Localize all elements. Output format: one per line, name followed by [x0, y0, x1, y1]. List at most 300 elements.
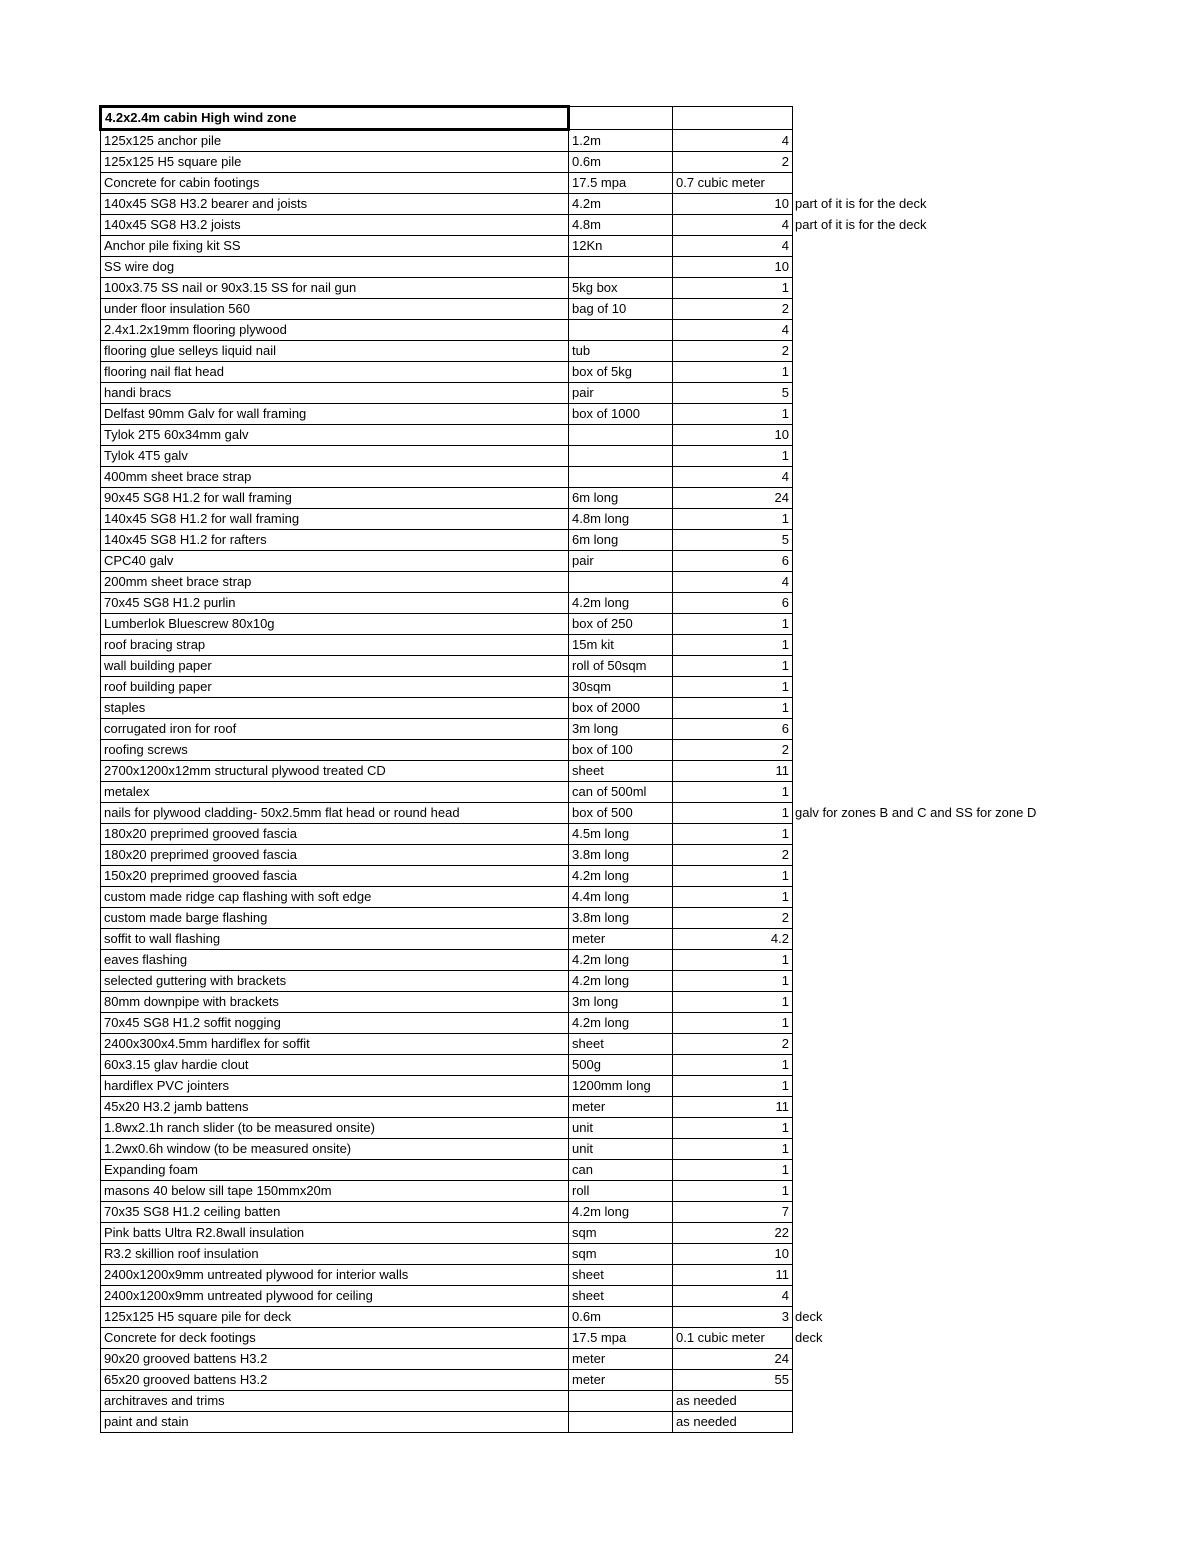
item-cell[interactable]: 400mm sheet brace strap — [101, 467, 569, 488]
quantity-cell[interactable]: 2 — [673, 152, 793, 173]
unit-cell[interactable]: box of 1000 — [569, 404, 673, 425]
table-row — [101, 719, 1093, 740]
table-row — [101, 1370, 1093, 1391]
item-cell[interactable]: 65x20 grooved battens H3.2 — [101, 1370, 569, 1391]
table-row — [101, 404, 1093, 425]
unit-cell[interactable] — [569, 467, 673, 488]
table-row — [101, 929, 1093, 950]
quantity-cell[interactable]: 5 — [673, 383, 793, 404]
unit-cell[interactable]: unit — [569, 1139, 673, 1160]
table-row — [101, 257, 1093, 278]
note-cell — [793, 740, 1093, 761]
materials-table — [99, 105, 1093, 1433]
table-row — [101, 740, 1093, 761]
unit-cell[interactable]: 4.2m long — [569, 1013, 673, 1034]
table-row — [101, 299, 1093, 320]
item-cell[interactable]: 70x45 SG8 H1.2 purlin — [101, 593, 569, 614]
item-cell[interactable]: masons 40 below sill tape 150mmx20m — [101, 1181, 569, 1202]
quantity-cell[interactable]: 55 — [673, 1370, 793, 1391]
quantity-cell[interactable]: 10 — [673, 257, 793, 278]
note-cell: part of it is for the deck — [795, 217, 927, 232]
item-cell[interactable]: 180x20 preprimed grooved fascia — [101, 824, 569, 845]
quantity-cell[interactable]: 1 — [673, 1076, 793, 1097]
item-cell[interactable]: 2700x1200x12mm structural plywood treated CD — [101, 761, 569, 782]
quantity-cell[interactable]: 4 — [673, 215, 793, 236]
unit-cell[interactable]: 4.8m — [569, 215, 673, 236]
item-cell[interactable]: Expanding foam — [101, 1160, 569, 1181]
quantity-cell[interactable]: as needed — [673, 1412, 793, 1433]
table-row — [101, 761, 1093, 782]
quantity-cell[interactable]: 10 — [673, 1244, 793, 1265]
table-row — [101, 1202, 1093, 1223]
item-cell[interactable]: 80mm downpipe with brackets — [101, 992, 569, 1013]
item-cell[interactable]: 125x125 H5 square pile — [101, 152, 569, 173]
quantity-cell[interactable]: 4 — [673, 1286, 793, 1307]
unit-cell[interactable] — [569, 320, 673, 341]
note-cell — [793, 866, 1093, 887]
note-cell — [793, 1412, 1093, 1433]
unit-cell[interactable]: 0.6m — [569, 152, 673, 173]
item-cell[interactable]: custom made ridge cap flashing with soft edge — [101, 887, 569, 908]
item-cell[interactable]: soffit to wall flashing — [101, 929, 569, 950]
unit-cell[interactable]: can — [569, 1160, 673, 1181]
quantity-cell[interactable]: 10 — [673, 194, 793, 215]
quantity-cell[interactable]: 4 — [673, 467, 793, 488]
quantity-cell[interactable]: 2 — [673, 740, 793, 761]
note-cell — [793, 1244, 1093, 1265]
item-cell[interactable]: Anchor pile fixing kit SS — [101, 236, 569, 257]
quantity-cell[interactable]: 7 — [673, 1202, 793, 1223]
quantity-cell[interactable]: 1 — [673, 1013, 793, 1034]
table-row — [101, 782, 1093, 803]
unit-cell[interactable]: sheet — [569, 1265, 673, 1286]
unit-cell[interactable]: pair — [569, 383, 673, 404]
table-row — [101, 1118, 1093, 1139]
table-row — [101, 803, 1093, 824]
note-cell — [793, 656, 1093, 677]
quantity-cell[interactable]: 1 — [673, 656, 793, 677]
unit-cell[interactable]: 4.8m long — [569, 509, 673, 530]
note-cell — [793, 257, 1093, 278]
note-cell — [793, 1076, 1093, 1097]
item-cell[interactable]: 2400x1200x9mm untreated plywood for interior walls — [101, 1265, 569, 1286]
note-cell — [793, 971, 1093, 992]
item-cell[interactable]: Delfast 90mm Galv for wall framing — [101, 404, 569, 425]
unit-cell[interactable]: 6m long — [569, 530, 673, 551]
unit-cell[interactable]: 12Kn — [569, 236, 673, 257]
unit-cell[interactable]: 4.2m — [569, 194, 673, 215]
title-row-empty-cell[interactable] — [673, 107, 793, 130]
title-row-note-cell — [793, 107, 1093, 130]
quantity-cell[interactable]: 11 — [673, 1265, 793, 1286]
item-cell[interactable]: 90x20 grooved battens H3.2 — [101, 1349, 569, 1370]
table-row — [101, 530, 1093, 551]
unit-cell[interactable]: meter — [569, 1097, 673, 1118]
table-row — [101, 1181, 1093, 1202]
item-cell[interactable]: 125x125 anchor pile — [101, 130, 569, 152]
quantity-cell[interactable]: 2 — [673, 845, 793, 866]
unit-cell[interactable]: roll of 50sqm — [569, 656, 673, 677]
unit-cell[interactable] — [569, 446, 673, 467]
note-cell — [793, 887, 1093, 908]
item-cell[interactable]: Pink batts Ultra R2.8wall insulation — [101, 1223, 569, 1244]
note-cell — [793, 488, 1093, 509]
note-cell — [793, 677, 1093, 698]
unit-cell[interactable]: tub — [569, 341, 673, 362]
unit-cell[interactable] — [569, 572, 673, 593]
unit-cell[interactable]: 4.5m long — [569, 824, 673, 845]
table-row — [101, 1265, 1093, 1286]
item-cell[interactable]: flooring nail flat head — [101, 362, 569, 383]
item-cell[interactable]: Tylok 4T5 galv — [101, 446, 569, 467]
item-cell[interactable]: 140x45 SG8 H3.2 bearer and joists — [101, 194, 569, 215]
note-cell — [793, 1139, 1093, 1160]
note-cell — [793, 698, 1093, 719]
quantity-cell[interactable]: 1 — [673, 1160, 793, 1181]
note-cell — [793, 824, 1093, 845]
unit-cell[interactable]: 4.2m long — [569, 866, 673, 887]
quantity-cell[interactable]: 6 — [673, 551, 793, 572]
item-cell[interactable]: paint and stain — [101, 1412, 569, 1433]
quantity-cell[interactable]: 1 — [673, 614, 793, 635]
unit-cell[interactable]: 5kg box — [569, 278, 673, 299]
quantity-cell[interactable]: 0.7 cubic meter — [673, 173, 793, 194]
unit-cell[interactable]: sqm — [569, 1223, 673, 1244]
table-row — [101, 1349, 1093, 1370]
quantity-cell[interactable]: 1 — [673, 278, 793, 299]
item-cell[interactable]: 60x3.15 glav hardie clout — [101, 1055, 569, 1076]
note-cell — [793, 341, 1093, 362]
quantity-cell[interactable]: 2 — [673, 908, 793, 929]
note-cell — [793, 1391, 1093, 1412]
table-row — [101, 1013, 1093, 1034]
quantity-cell[interactable]: 1 — [673, 824, 793, 845]
quantity-cell[interactable]: 2 — [673, 299, 793, 320]
unit-cell[interactable]: 4.2m long — [569, 1202, 673, 1223]
note-cell — [793, 992, 1093, 1013]
table-row — [101, 614, 1093, 635]
unit-cell[interactable]: bag of 10 — [569, 299, 673, 320]
item-cell[interactable]: Tylok 2T5 60x34mm galv — [101, 425, 569, 446]
note-cell — [793, 1265, 1093, 1286]
note-cell — [793, 173, 1093, 194]
item-cell[interactable]: roofing screws — [101, 740, 569, 761]
item-cell[interactable]: 1.2wx0.6h window (to be measured onsite) — [101, 1139, 569, 1160]
item-cell[interactable]: hardiflex PVC jointers — [101, 1076, 569, 1097]
quantity-cell[interactable]: 1 — [673, 992, 793, 1013]
quantity-cell[interactable]: 6 — [673, 719, 793, 740]
quantity-cell[interactable]: 11 — [673, 1097, 793, 1118]
quantity-cell[interactable]: 1 — [673, 971, 793, 992]
unit-cell[interactable]: sqm — [569, 1244, 673, 1265]
quantity-cell[interactable]: 1 — [673, 866, 793, 887]
note-cell — [793, 530, 1093, 551]
unit-cell[interactable]: box of 100 — [569, 740, 673, 761]
unit-cell[interactable]: 500g — [569, 1055, 673, 1076]
note-cell — [793, 593, 1093, 614]
item-cell[interactable]: 70x45 SG8 H1.2 soffit nogging — [101, 1013, 569, 1034]
note-cell — [793, 509, 1093, 530]
unit-cell[interactable]: meter — [569, 1349, 673, 1370]
item-cell[interactable]: roof bracing strap — [101, 635, 569, 656]
item-cell[interactable]: 180x20 preprimed grooved fascia — [101, 845, 569, 866]
item-cell[interactable]: roof building paper — [101, 677, 569, 698]
unit-cell[interactable]: 17.5 mpa — [569, 1328, 673, 1349]
quantity-cell[interactable]: 1 — [673, 446, 793, 467]
sheet-title[interactable]: 4.2x2.4m cabin High wind zone — [101, 107, 569, 130]
quantity-cell[interactable]: 4.2 — [673, 929, 793, 950]
note-cell — [793, 908, 1093, 929]
unit-cell[interactable] — [569, 1391, 673, 1412]
item-cell[interactable]: 140x45 SG8 H3.2 joists — [101, 215, 569, 236]
note-cell — [793, 1118, 1093, 1139]
quantity-cell[interactable]: 1 — [673, 1139, 793, 1160]
note-cell — [793, 614, 1093, 635]
note-cell — [793, 1160, 1093, 1181]
unit-cell[interactable]: 4.2m long — [569, 971, 673, 992]
table-row — [101, 215, 1093, 236]
note-cell — [793, 1181, 1093, 1202]
quantity-cell[interactable]: 1 — [673, 782, 793, 803]
item-cell[interactable]: staples — [101, 698, 569, 719]
item-cell[interactable]: 2400x300x4.5mm hardiflex for soffit — [101, 1034, 569, 1055]
item-cell[interactable]: 140x45 SG8 H1.2 for wall framing — [101, 509, 569, 530]
item-cell[interactable]: selected guttering with brackets — [101, 971, 569, 992]
item-cell[interactable]: eaves flashing — [101, 950, 569, 971]
table-row — [101, 488, 1093, 509]
table-row — [101, 194, 1093, 215]
item-cell[interactable]: metalex — [101, 782, 569, 803]
quantity-cell[interactable]: 0.1 cubic meter — [673, 1328, 793, 1349]
note-cell — [793, 1223, 1093, 1244]
unit-cell[interactable]: 15m kit — [569, 635, 673, 656]
quantity-cell[interactable]: 1 — [673, 803, 793, 824]
table-row — [101, 845, 1093, 866]
note-cell — [793, 1202, 1093, 1223]
item-cell[interactable]: architraves and trims — [101, 1391, 569, 1412]
item-cell[interactable]: corrugated iron for roof — [101, 719, 569, 740]
table-row — [101, 677, 1093, 698]
item-cell[interactable]: flooring glue selleys liquid nail — [101, 341, 569, 362]
item-cell[interactable]: 125x125 H5 square pile for deck — [101, 1307, 569, 1328]
item-cell[interactable]: Lumberlok Bluescrew 80x10g — [101, 614, 569, 635]
table-row — [101, 908, 1093, 929]
unit-cell[interactable]: box of 2000 — [569, 698, 673, 719]
quantity-cell[interactable]: 1 — [673, 1055, 793, 1076]
unit-cell[interactable]: 17.5 mpa — [569, 173, 673, 194]
unit-cell[interactable] — [569, 257, 673, 278]
note-cell — [793, 362, 1093, 383]
table-row — [101, 1160, 1093, 1181]
note-cell — [793, 236, 1093, 257]
quantity-cell[interactable]: 1 — [673, 509, 793, 530]
note-cell — [793, 467, 1093, 488]
unit-cell[interactable]: 1200mm long — [569, 1076, 673, 1097]
table-row — [101, 992, 1093, 1013]
unit-cell[interactable]: box of 500 — [569, 803, 673, 824]
unit-cell[interactable]: 3m long — [569, 992, 673, 1013]
unit-cell[interactable]: 4.2m long — [569, 950, 673, 971]
unit-cell[interactable]: roll — [569, 1181, 673, 1202]
note-cell — [793, 950, 1093, 971]
table-row — [101, 130, 1093, 152]
note-cell — [793, 1370, 1093, 1391]
quantity-cell[interactable]: 4 — [673, 572, 793, 593]
table-row — [101, 152, 1093, 173]
item-cell[interactable]: 2400x1200x9mm untreated plywood for ceiling — [101, 1286, 569, 1307]
item-cell[interactable]: wall building paper — [101, 656, 569, 677]
item-cell[interactable]: 100x3.75 SS nail or 90x3.15 SS for nail gun — [101, 278, 569, 299]
table-row — [101, 1244, 1093, 1265]
item-cell[interactable]: Concrete for cabin footings — [101, 173, 569, 194]
table-row — [101, 383, 1093, 404]
unit-cell[interactable]: 6m long — [569, 488, 673, 509]
unit-cell[interactable]: 30sqm — [569, 677, 673, 698]
table-row — [101, 950, 1093, 971]
quantity-cell[interactable]: 2 — [673, 1034, 793, 1055]
note-cell — [793, 299, 1093, 320]
note-cell — [793, 446, 1093, 467]
table-row — [101, 1097, 1093, 1118]
quantity-cell[interactable]: 24 — [673, 488, 793, 509]
table-row — [101, 1412, 1093, 1433]
table-row — [101, 971, 1093, 992]
note-cell — [793, 383, 1093, 404]
unit-cell[interactable]: box of 250 — [569, 614, 673, 635]
note-cell: deck — [795, 1309, 823, 1324]
quantity-cell[interactable]: 22 — [673, 1223, 793, 1244]
item-cell[interactable]: 45x20 H3.2 jamb battens — [101, 1097, 569, 1118]
item-cell[interactable]: CPC40 galv — [101, 551, 569, 572]
table-row — [101, 341, 1093, 362]
quantity-cell[interactable]: 4 — [673, 130, 793, 152]
quantity-cell[interactable]: 1 — [673, 698, 793, 719]
note-cell — [793, 1055, 1093, 1076]
unit-cell[interactable]: pair — [569, 551, 673, 572]
quantity-cell[interactable]: 4 — [673, 236, 793, 257]
note-cell — [793, 782, 1093, 803]
table-row — [101, 446, 1093, 467]
unit-cell[interactable]: can of 500ml — [569, 782, 673, 803]
note-cell — [793, 278, 1093, 299]
table-row — [101, 551, 1093, 572]
table-row — [101, 362, 1093, 383]
title-row — [101, 107, 1093, 130]
item-cell[interactable]: handi bracs — [101, 383, 569, 404]
table-row — [101, 1307, 1093, 1328]
note-cell — [793, 152, 1093, 173]
table-row — [101, 509, 1093, 530]
note-cell — [793, 929, 1093, 950]
quantity-cell[interactable]: 10 — [673, 425, 793, 446]
item-cell[interactable]: 70x35 SG8 H1.2 ceiling batten — [101, 1202, 569, 1223]
quantity-cell[interactable]: 1 — [673, 635, 793, 656]
quantity-cell[interactable]: 2 — [673, 341, 793, 362]
table-row — [101, 593, 1093, 614]
item-cell[interactable]: R3.2 skillion roof insulation — [101, 1244, 569, 1265]
unit-cell[interactable] — [569, 425, 673, 446]
unit-cell[interactable]: sheet — [569, 1286, 673, 1307]
title-row-empty-cell[interactable] — [569, 107, 673, 130]
unit-cell[interactable]: meter — [569, 1370, 673, 1391]
table-row — [101, 1055, 1093, 1076]
unit-cell[interactable]: 4.4m long — [569, 887, 673, 908]
table-row — [101, 572, 1093, 593]
unit-cell[interactable]: box of 5kg — [569, 362, 673, 383]
quantity-cell[interactable]: 6 — [673, 593, 793, 614]
unit-cell[interactable]: 1.2m — [569, 130, 673, 152]
quantity-cell[interactable]: 1 — [673, 950, 793, 971]
table-row — [101, 467, 1093, 488]
quantity-cell[interactable]: 4 — [673, 320, 793, 341]
note-cell — [793, 719, 1093, 740]
table-row — [101, 1139, 1093, 1160]
table-row — [101, 1223, 1093, 1244]
unit-cell[interactable]: meter — [569, 929, 673, 950]
table-row — [101, 824, 1093, 845]
item-cell[interactable]: 150x20 preprimed grooved fascia — [101, 866, 569, 887]
item-cell[interactable]: 90x45 SG8 H1.2 for wall framing — [101, 488, 569, 509]
unit-cell[interactable]: sheet — [569, 761, 673, 782]
note-cell — [793, 1097, 1093, 1118]
quantity-cell[interactable]: 3 — [673, 1307, 793, 1328]
unit-cell[interactable]: 3.8m long — [569, 845, 673, 866]
item-cell[interactable]: 1.8wx2.1h ranch slider (to be measured onsite) — [101, 1118, 569, 1139]
item-cell[interactable]: SS wire dog — [101, 257, 569, 278]
unit-cell[interactable]: 3m long — [569, 719, 673, 740]
unit-cell[interactable] — [569, 1412, 673, 1433]
note-cell — [793, 1013, 1093, 1034]
item-cell[interactable]: 2.4x1.2x19mm flooring plywood — [101, 320, 569, 341]
table-row — [101, 866, 1093, 887]
quantity-cell[interactable]: 1 — [673, 677, 793, 698]
table-row — [101, 1034, 1093, 1055]
quantity-cell[interactable]: 1 — [673, 887, 793, 908]
table-row — [101, 425, 1093, 446]
quantity-cell[interactable]: 5 — [673, 530, 793, 551]
quantity-cell[interactable]: 11 — [673, 761, 793, 782]
materials-table-body — [101, 107, 1093, 1433]
unit-cell[interactable]: 4.2m long — [569, 593, 673, 614]
quantity-cell[interactable]: 1 — [673, 362, 793, 383]
item-cell[interactable]: 140x45 SG8 H1.2 for rafters — [101, 530, 569, 551]
note-cell — [793, 761, 1093, 782]
note-cell — [793, 404, 1093, 425]
note-cell: deck — [795, 1330, 823, 1345]
table-row — [101, 1286, 1093, 1307]
quantity-cell[interactable]: 1 — [673, 1181, 793, 1202]
unit-cell[interactable]: unit — [569, 1118, 673, 1139]
unit-cell[interactable]: 0.6m — [569, 1307, 673, 1328]
item-cell[interactable]: custom made barge flashing — [101, 908, 569, 929]
quantity-cell[interactable]: as needed — [673, 1391, 793, 1412]
item-cell[interactable]: 200mm sheet brace strap — [101, 572, 569, 593]
item-cell[interactable]: nails for plywood cladding- 50x2.5mm flat head or round head — [101, 803, 569, 824]
note-cell: part of it is for the deck — [795, 196, 927, 211]
quantity-cell[interactable]: 24 — [673, 1349, 793, 1370]
item-cell[interactable]: under floor insulation 560 — [101, 299, 569, 320]
table-row — [101, 278, 1093, 299]
quantity-cell[interactable]: 1 — [673, 1118, 793, 1139]
table-row — [101, 1328, 1093, 1349]
unit-cell[interactable]: sheet — [569, 1034, 673, 1055]
table-row — [101, 698, 1093, 719]
item-cell[interactable]: Concrete for deck footings — [101, 1328, 569, 1349]
quantity-cell[interactable]: 1 — [673, 404, 793, 425]
note-cell — [793, 1286, 1093, 1307]
unit-cell[interactable]: 3.8m long — [569, 908, 673, 929]
note-cell — [793, 551, 1093, 572]
